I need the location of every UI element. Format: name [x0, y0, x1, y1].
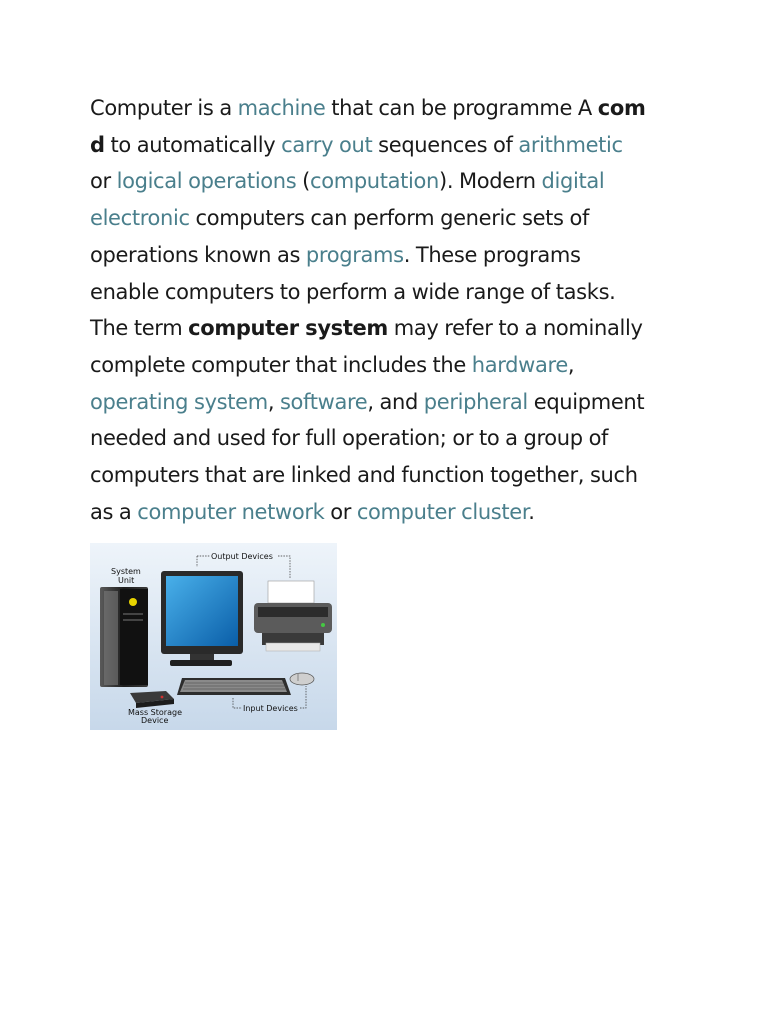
hyperlink[interactable]: arithmetic — [518, 132, 623, 157]
hyperlink[interactable]: logical operations — [116, 169, 297, 194]
bold-text: d — [90, 132, 105, 157]
text-run: Computer is a — [90, 96, 238, 120]
hyperlink[interactable]: software — [279, 389, 368, 414]
text-run: or — [90, 169, 117, 194]
text-run: computers can perform generic sets of — [189, 206, 589, 231]
hyperlink[interactable]: electronic — [90, 206, 190, 231]
hyperlink[interactable]: computer network — [137, 499, 325, 524]
text-run: operations known as — [90, 242, 306, 267]
text-line — [90, 384, 690, 421]
text-run: . — [528, 499, 535, 524]
text-run: , and — [367, 389, 424, 414]
system-unit-tower — [100, 587, 148, 687]
hyperlink[interactable]: machine — [237, 96, 326, 120]
text-run: ). Modern — [439, 169, 542, 194]
keyboard — [177, 678, 291, 695]
text-line — [90, 163, 690, 200]
text-line — [90, 494, 690, 531]
text-line — [90, 127, 690, 164]
text-line — [90, 457, 690, 494]
text-run: needed and used for full operation; or to a group of — [90, 426, 609, 451]
text-run: The term — [90, 316, 189, 341]
text-run: ( — [296, 169, 311, 194]
output-devices-label: Output Devices — [211, 552, 273, 561]
text-line — [90, 420, 690, 457]
computer-system-figure — [90, 543, 337, 730]
hyperlink[interactable]: digital — [541, 169, 605, 194]
computer-system-illustration — [90, 543, 337, 730]
system-unit-label: System — [111, 567, 141, 576]
text-run: complete computer that includes the — [90, 352, 472, 377]
text-run: computers that are linked and function together, such — [90, 463, 638, 488]
text-run: . These programs — [403, 242, 581, 267]
hyperlink[interactable]: programs — [305, 242, 404, 267]
text-run: as a — [90, 499, 138, 524]
hyperlink[interactable]: peripheral — [423, 389, 528, 414]
text-run: to automatically — [104, 132, 282, 157]
system-unit-label-2: Unit — [118, 576, 135, 585]
text-run: sequences of — [372, 132, 519, 157]
mouse — [290, 673, 314, 685]
text-line — [90, 237, 690, 274]
text-run: equipment — [527, 389, 645, 414]
bold-text: computer system — [188, 316, 388, 341]
hyperlink[interactable]: computation — [310, 169, 440, 194]
monitor — [161, 571, 243, 666]
text-run: , — [567, 352, 575, 377]
hyperlink[interactable]: hardware — [471, 352, 568, 377]
input-devices-label: Input Devices — [243, 704, 298, 713]
text-run: may refer to a nominally — [387, 316, 643, 341]
text-line — [90, 200, 690, 237]
hyperlink[interactable]: computer cluster — [356, 499, 529, 524]
text-run: , — [267, 389, 280, 414]
body-paragraph — [90, 90, 690, 530]
text-run: that can be programme A — [325, 96, 598, 120]
bold-text: com — [597, 96, 646, 120]
hyperlink[interactable]: carry out — [281, 132, 373, 157]
mass-storage-label-2: Device — [141, 716, 169, 725]
text-run: or — [324, 499, 357, 524]
hyperlink[interactable]: operating system — [90, 389, 268, 414]
text-line — [90, 274, 690, 311]
text-line — [90, 90, 690, 127]
text-line — [90, 310, 690, 347]
mass-storage-label: Mass Storage — [128, 708, 182, 717]
text-line — [90, 347, 690, 384]
text-run: enable computers to perform a wide range of tasks. — [90, 279, 616, 304]
